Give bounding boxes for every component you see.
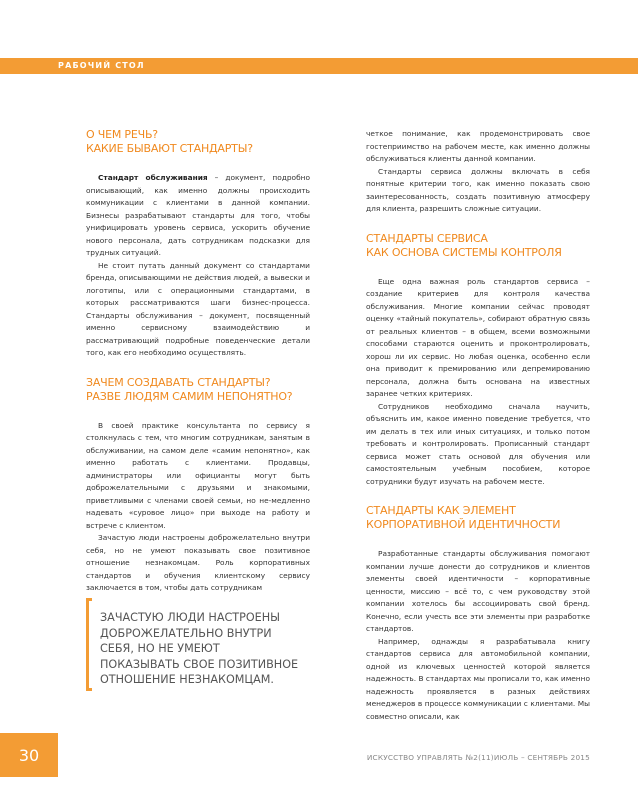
heading-control (366, 232, 590, 260)
paragraph: В своей практике консультанта по сервису я столкнулась с тем, что многим сотрудникам, занятым в обслуживании, на самом деле «самим непонятно», как именно работать с клиентами. Продавцы, администраторы или официанты могут быть доброжелательными с друзьями и знакомыми, приветливыми с членами своей семьи, но не-медленно надевать «суровое лицо» при выходе на работу и встрече с клиентом. (86, 420, 310, 530)
heading-line: ЗАЧЕМ СОЗДАВАТЬ СТАНДАРТЫ? (86, 375, 271, 389)
heading-line: СТАНДАРТЫ КАК ЭЛЕМЕНТ (366, 504, 516, 517)
paragraph-text: – документ, подробно описывающий, как именно должны происходить коммуникации с клиентами в данной компании. Бизнесы разрабатывают стандарты для того, чтобы унифицировать уровень сервиса, ускорить обучение нового персонала, дать сотрудникам подсказки для трудных ситуаций. (86, 173, 310, 257)
magazine-footer: ИСКУССТВО УПРАВЛЯТЬ №2(11)ИЮЛЬ – СЕНТЯБРЬ 2015 (366, 753, 590, 762)
paragraph (86, 172, 310, 260)
quote-bracket (86, 598, 92, 691)
paragraph: Стандарты сервиса должны включать в себя понятные критерии того, как именно показать свою заинтересованность, создать позитивную атмосферу для клиента, разрешить сложные ситуации. (366, 166, 590, 213)
heading-line: КАК ОСНОВА СИСТЕМЫ КОНТРОЛЯ (366, 245, 562, 259)
heading-why-standards (86, 376, 310, 404)
paragraph: Не стоит путать данный документ со стандартами бренда, описывающими не действия людей, а вывески и логотипы, или с операционными стандартами, в которых рассматриваются шаги бизнес-процесса. Стандарты обслуживания – документ, посвященный именно сервисному взаимодействию и рассматривающий подробные поведенческие детали того, как его необходимо осуществлять. (86, 260, 310, 357)
paragraph: Разработанные стандарты обслуживания помогают компании лучше донести до сотрудников и клиентов элементы своей идентичности – корпоративные ценности, миссию – всё то, с чем руководству этой компании хотелось бы ассоциировать свой бренд. Конечно, если учесть все эти элементы при разработке стандартов. (366, 549, 590, 633)
heading-what-is-it (86, 128, 310, 156)
paragraph: Например, однажды я разрабатывала книгу стандартов сервиса для автомобильной компании, одной из ключевых ценностей которой является надежность. В стандартах мы прописали то, как именно надежность проявляется в разных действиях менеджеров в процессе коммуникации с клиентами. Мы совместно описали, как (366, 636, 590, 721)
bold-term: Стандарт обслуживания (98, 173, 208, 182)
heading-line: О ЧЕМ РЕЧЬ? (86, 128, 158, 141)
section-label: РАБОЧИЙ СТОЛ (58, 61, 145, 70)
heading-identity (366, 504, 590, 532)
heading-line: КАКИЕ БЫВАЮТ СТАНДАРТЫ? (86, 142, 253, 155)
heading-line: КОРПОРАТИВНОЙ ИДЕНТИЧНОСТИ (366, 518, 561, 531)
page-number: 30 (18, 746, 40, 765)
paragraph: Еще одна важная роль стандартов сервиса – создание критериев для контроля качества обслуживания. Многие компании сейчас проводят оценку «тайный покупатель», собирают обратную связь от реальных клиентов – в общем, всеми возможными способами стараются оценить и проконтролировать, хорош ли их сервис. Но любая оценка, особенно если она приводит к премированию или депремированию персонала, должна быть основана на известных заранее четких критериях. (366, 276, 590, 398)
pull-quote (86, 598, 299, 691)
heading-line: СТАНДАРТЫ СЕРВИСА (366, 231, 488, 245)
paragraph: Зачастую люди настроены доброжелательно внутри себя, но не умеют показывать свое позитивное отношение незнакомцам. Роль корпоративных стандартов и обучения клиентскому сервису заключается в том, чтобы дать сотрудникам (86, 533, 310, 592)
paragraph: четкое понимание, как продемонстрировать свое гостеприимство на рабочем месте, как именно должны обслуживаться клиенты данной компании. (366, 129, 590, 163)
paragraph: Сотрудников необходимо сначала научить, объяснить им, какое именно поведение требуется, что им делать в тех или иных ситуациях, и только потом требовать и контролировать. Прописанный стандарт сервиса может стать основой для обучения или самостоятельным учебным пособием, которое сотрудники будут изучать на рабочем месте. (366, 401, 590, 486)
heading-line: РАЗВЕ ЛЮДЯМ САМИМ НЕПОНЯТНО? (86, 389, 293, 403)
pull-quote-text: ЗАЧАСТУЮ ЛЮДИ НАСТРОЕНЫ ДОБРОЖЕЛАТЕЛЬНО ВНУТРИ СЕБЯ, НО НЕ УМЕЮТ ПОКАЗЫВАТЬ СВОЕ ПОЗИТИВНОЕ ОТНОШЕНИЕ НЕЗНАКОМЦАМ. (100, 611, 299, 686)
right-column (366, 128, 590, 723)
left-column (86, 128, 310, 595)
